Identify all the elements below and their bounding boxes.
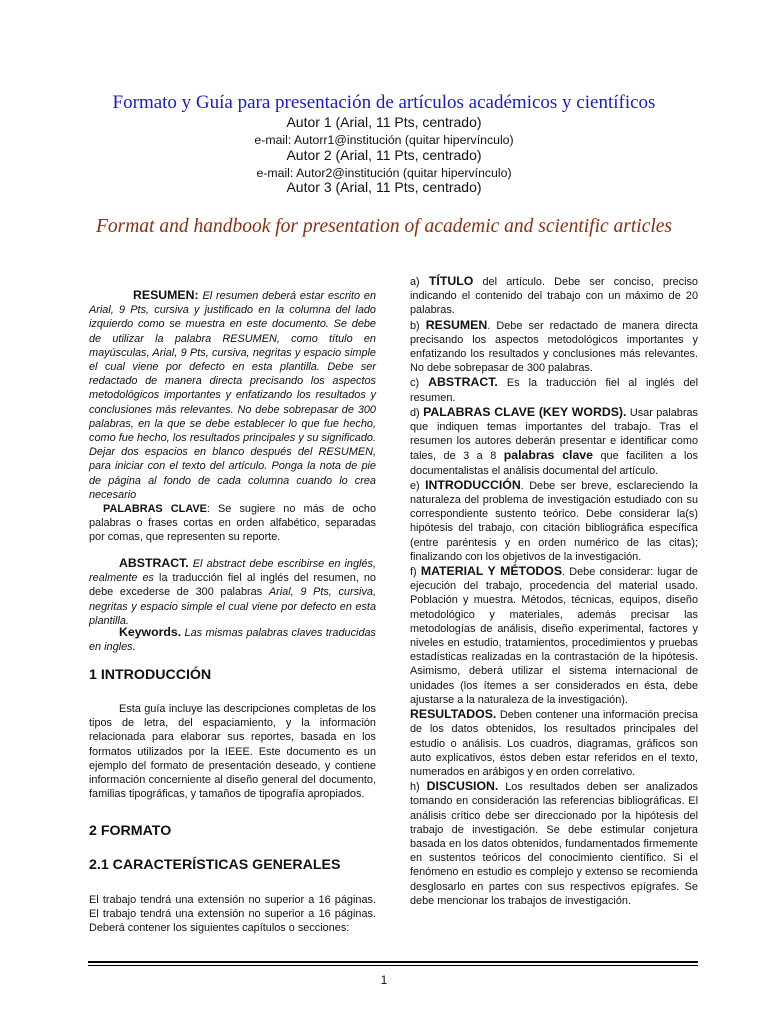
- caracteristicas-paragraph: El trabajo tendrá una extensión no superior a 16 páginas. El trabajo tendrá una extensión no superior a 16 páginas. Deberá contener los siguientes capítulos o secciones:: [89, 894, 376, 935]
- keywords-en-paragraph: [89, 625, 376, 654]
- footer-rule-thick: [88, 961, 698, 963]
- author-1-email: e-mail: Autorr1@institución (quitar hipervínculo): [254, 133, 514, 147]
- item-discusion: [410, 779, 698, 908]
- section-heading-formato: 2 FORMATO: [89, 823, 172, 839]
- palabras-clave-label: PALABRAS CLAVE: [103, 503, 207, 515]
- item-material-metodos-text: . Debe considerar: lugar de ejecución del trabajo, procedencia del material usado. Población y muestra. Métodos, técnicas, equipos, diseño metodológico y materiales, además precisar las metodologías de análisis, diseño experimental, factores y niveles en estudio, tratamientos, procedimientos y pruebas estadísticas realizadas en la contrastación de la hipótesis. Asimismo, deberá utilizar el sistema internacional de unidades (los ítemes a ser considerados en ésta, debe ajustarse a la naturaleza de la investigación).: [410, 566, 698, 706]
- item-resumen-text: . Debe ser redactado de manera directa precisando los aspectos metodológicos importantes y enfatizando los resultados y conclusiones más relevantes. No debe sobrepasar de 300 palabras.: [410, 319, 698, 375]
- abstract-es-paragraph: [89, 288, 376, 502]
- english-title: Format and handbook for presentation of academic and scientific articles: [95, 216, 673, 237]
- item-resultados-text: Deben contener una información precisa de los datos obtenidos, los resultados principales del estudio o análisis. Los cuadros, diagramas, gráficos son auto explicativos, éstos deben estar referidos en el texto, numerados en arábigos y en orden correlativo.: [410, 709, 698, 778]
- footer-rule-thin: [88, 965, 698, 966]
- abstract-en-paragraph: [89, 556, 376, 628]
- item-prefix: h): [410, 781, 427, 794]
- item-introduccion-label: INTRODUCCIÓN: [425, 477, 521, 492]
- palabras-clave-text: : Se sugiere no más de ocho palabras o frases cortas en orden alfabético, separadas por comas, que representen su reporte.: [89, 503, 376, 544]
- resumen-label: RESUMEN:: [133, 288, 199, 302]
- item-resumen: [410, 318, 698, 376]
- author-1: Autor 1 (Arial, 11 Pts, centrado): [286, 114, 482, 130]
- item-prefix: f): [410, 566, 421, 579]
- item-prefix: a): [410, 276, 429, 288]
- keywords-text: Las mismas palabras claves traducidas en ingles.: [89, 627, 376, 654]
- author-2-email: e-mail: Autor2@institución (quitar hipervínculo): [256, 166, 512, 180]
- item-material-metodos-label: MATERIAL Y MÉTODOS: [420, 564, 563, 579]
- right-column: [410, 274, 698, 908]
- resumen-text: El resumen deberá estar escrito en Arial, 9 Pts, cursiva y justificado en la columna del lado izquierdo como se muestra en este documento. Se debe de utilizar la palabra RESUMEN, como título en mayúsculas, Arial, 9 Pts, cursiva, negritas y espacio simple el cual viene por defecto en esta plantilla. Debe ser redactado de manera directa precisando los aspectos metodológicos importantes y enfatizando los resultados y conclusiones más relevantes. No debe sobrepasar de 300 palabras, en la que se debe establecer lo que fue hecho, como fue hecho, los resultados principales y su significado. Dejar dos espacios en blanco después del RESUMEN, para iniciar con el texto del artículo. Ponga la nota de pie de página al fondo de cada columna cuando lo crea necesario: [89, 290, 376, 501]
- item-discusion-text: Los resultados deben ser analizados tomando en consideración las referencias bibliográficas. El análisis crítico debe ser direccionado por la hipótesis del trabajo de investigación. Se debe estimular conjetura basada en los datos obtenidos, fundamentados firmemente en sustentos teóricos del conocimiento científico. Si el fenómeno en estudio es complejo y extenso se recomienda desglosarlo en partes con sus respectivos epígrafes. Se debe mencionar los trabajos de investigación.: [410, 781, 698, 907]
- item-palabras-clave-text-1: Usar palabras que indiquen temas importantes del trabajo. Tras el resumen los autores deberán presentar e identificar como tales, de 3 a 8: [410, 406, 698, 463]
- item-titulo-label: TÍTULO: [428, 274, 474, 288]
- item-titulo: [410, 274, 698, 318]
- item-palabras-clave-text-2: que faciliten a los documentalistas el análisis documental del artículo.: [410, 450, 698, 477]
- item-prefix: c): [410, 377, 429, 390]
- author-3: Autor 3 (Arial, 11 Pts, centrado): [286, 179, 482, 195]
- keywords-label: Keywords.: [119, 625, 182, 639]
- page-number: 1: [380, 973, 388, 987]
- item-abstract: [410, 375, 698, 404]
- abstract-text-italic-1: El abstract debe escribirse en inglés, realmente es: [89, 558, 376, 585]
- item-resultados: [410, 707, 698, 779]
- item-resultados-label: RESULTADOS.: [410, 707, 497, 722]
- subsection-heading-caracteristicas: 2.1 CARACTERÍSTICAS GENERALES: [89, 857, 341, 873]
- item-palabras-clave-label: PALABRAS CLAVE (KEY WORDS).: [423, 404, 627, 419]
- item-palabras-clave-label-2: palabras clave: [503, 448, 593, 463]
- section-heading-introduccion: 1 INTRODUCCIÓN: [89, 667, 212, 683]
- item-prefix: d): [410, 406, 424, 419]
- abstract-label: ABSTRACT.: [119, 556, 189, 570]
- author-2: Autor 2 (Arial, 11 Pts, centrado): [286, 147, 482, 163]
- abstract-text-italic-2: Arial, 9 Pts, cursiva, negritas y espacio simple el cual viene por defecto en esta plantilla.: [89, 586, 376, 627]
- item-prefix: e): [410, 479, 426, 492]
- intro-paragraph: Esta guía incluye las descripciones completas de los tipos de letra, del espaciamiento, y la información relacionada para elaborar sus reportes, basada en los formatos utilizados por la IEEE. Este documento es un ejemplo del formato de presentación deseado, y contiene información concerniente al diseño general del documento, familias tipográficas, y tamaños de tipografía apropiados.: [89, 703, 376, 801]
- item-prefix: b): [410, 319, 426, 332]
- item-material-metodos: [410, 564, 698, 707]
- item-palabras-clave: [410, 405, 698, 478]
- abstract-text: la traducción fiel al inglés del resumen, no debe excederse de 300 palabras: [89, 572, 376, 599]
- item-abstract-text: Es la traducción fiel al inglés del resumen.: [410, 377, 698, 404]
- item-abstract-label: ABSTRACT.: [428, 375, 498, 390]
- item-introduccion-text: . Debe ser breve, esclareciendo la naturaleza del problema de investigación estudiado con su correspondiente sustento teórico. Debe considerar la(s) hipótesis del trabajo, con citación bibliográfica específica (entre paréntesis y en orden numérico de las citas); finalizando con los objetivos de la investigación.: [410, 479, 698, 563]
- paper-title: Formato y Guía para presentación de artículos académicos y científicos: [112, 92, 656, 113]
- item-discusion-label: DISCUSION.: [426, 779, 499, 794]
- item-titulo-text: del artículo. Debe ser conciso, preciso indicando el contenido del trabajo con un máximo de 20 palabras.: [410, 276, 698, 317]
- item-resumen-label: RESUMEN: [425, 317, 488, 332]
- keywords-es-paragraph: [89, 502, 376, 545]
- item-introduccion: [410, 478, 698, 564]
